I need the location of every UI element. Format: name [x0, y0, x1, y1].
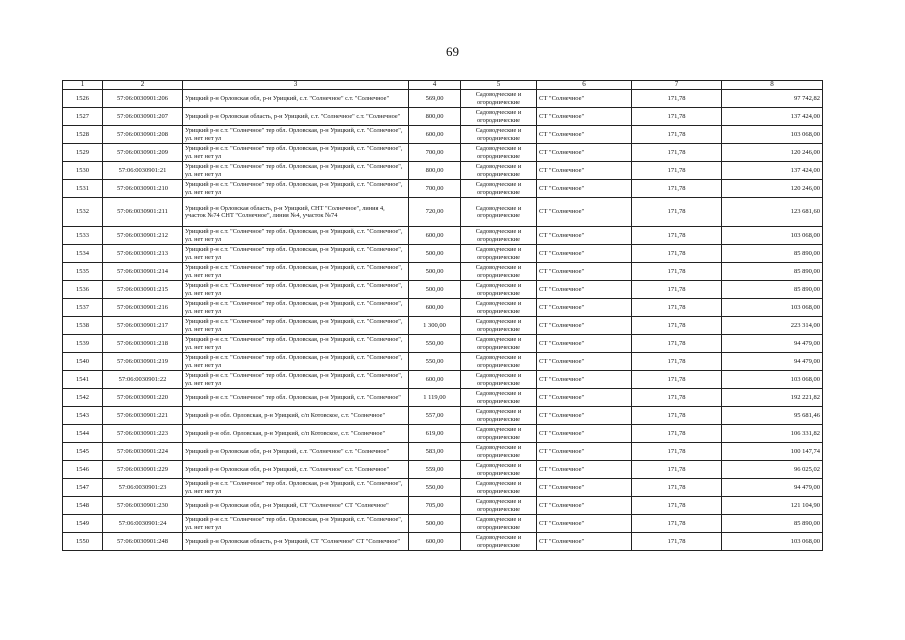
cadastral-value-cell: 85 890,00	[722, 515, 823, 533]
table-row	[63, 162, 823, 180]
row-number-cell: 1538	[63, 317, 103, 335]
page-number: 69	[446, 44, 459, 59]
address-cell: Урицкий р-н с.т. "Солнечное" тер обл. Орловская, р-н Урицкий, с.т. "Солнечное", ул. нет нет ул	[183, 353, 409, 371]
address-cell: Урицкий р-н Орловская область, р-н Урицкий, СНТ "Солнечное", линия 4, участок №74 СНТ "Солнечное", линия №4, участок №74	[183, 198, 409, 227]
unit-price-cell: 171,78	[632, 335, 722, 353]
area-cell: 550,00	[409, 335, 461, 353]
cadastral-value-cell: 85 890,00	[722, 281, 823, 299]
cadastral-number-cell: 57:06:0030901:216	[103, 299, 183, 317]
area-cell: 720,00	[409, 198, 461, 227]
table-row	[63, 263, 823, 281]
area-cell: 557,00	[409, 407, 461, 425]
unit-price-cell: 171,78	[632, 263, 722, 281]
area-cell: 619,00	[409, 425, 461, 443]
area-cell: 600,00	[409, 533, 461, 551]
row-number-cell: 1543	[63, 407, 103, 425]
address-cell: Урицкий р-н Орловская обл, р-н Урицкий, с.т. "Солнечное" с.т. "Солнечное"	[183, 461, 409, 479]
land-use-cell: Садоводческие и огороднические	[461, 407, 537, 425]
unit-price-cell: 171,78	[632, 162, 722, 180]
area-cell: 559,00	[409, 461, 461, 479]
cadastral-value-cell: 85 890,00	[722, 245, 823, 263]
unit-price-cell: 171,78	[632, 425, 722, 443]
address-cell: Урицкий р-н Орловская обл, р-н Урицкий, с.т. "Солнечное" с.т. "Солнечное"	[183, 443, 409, 461]
address-cell: Урицкий р-н с.т. "Солнечное" тер обл. Орловская, р-н Урицкий, с.т. "Солнечное", ул. нет нет ул	[183, 227, 409, 245]
table-row	[63, 281, 823, 299]
organization-cell: СТ "Солнечное"	[537, 407, 632, 425]
land-use-cell: Садоводческие и огороднические	[461, 263, 537, 281]
table-row	[63, 108, 823, 126]
unit-price-cell: 171,78	[632, 353, 722, 371]
row-number-cell: 1533	[63, 227, 103, 245]
row-number-cell: 1550	[63, 533, 103, 551]
cadastral-value-cell: 94 479,00	[722, 479, 823, 497]
table-row	[63, 461, 823, 479]
column-header: 3	[183, 81, 409, 90]
cadastral-value-cell: 223 314,00	[722, 317, 823, 335]
area-cell: 705,00	[409, 497, 461, 515]
unit-price-cell: 171,78	[632, 144, 722, 162]
unit-price-cell: 171,78	[632, 180, 722, 198]
cadastral-value-cell: 192 221,82	[722, 389, 823, 407]
land-use-cell: Садоводческие и огороднические	[461, 299, 537, 317]
unit-price-cell: 171,78	[632, 198, 722, 227]
organization-cell: СТ "Солнечное"	[537, 263, 632, 281]
cadastral-number-cell: 57:06:0030901:24	[103, 515, 183, 533]
organization-cell: СТ "Солнечное"	[537, 533, 632, 551]
unit-price-cell: 171,78	[632, 108, 722, 126]
cadastral-value-cell: 94 479,00	[722, 353, 823, 371]
row-number-cell: 1542	[63, 389, 103, 407]
table-body	[63, 90, 823, 551]
organization-cell: СТ "Солнечное"	[537, 353, 632, 371]
organization-cell: СТ "Солнечное"	[537, 443, 632, 461]
table-row	[63, 389, 823, 407]
land-use-cell: Садоводческие и огороднические	[461, 108, 537, 126]
column-header: 6	[537, 81, 632, 90]
cadastral-value-cell: 120 246,00	[722, 180, 823, 198]
organization-cell: СТ "Солнечное"	[537, 227, 632, 245]
area-cell: 600,00	[409, 126, 461, 144]
table-row	[63, 407, 823, 425]
unit-price-cell: 171,78	[632, 317, 722, 335]
land-use-cell: Садоводческие и огороднические	[461, 90, 537, 108]
land-use-cell: Садоводческие и огороднические	[461, 515, 537, 533]
address-cell: Урицкий р-н с.т. "Солнечное" тер обл. Орловская, р-н Урицкий, с.т. "Солнечное", ул. нет нет ул	[183, 479, 409, 497]
unit-price-cell: 171,78	[632, 479, 722, 497]
table-row	[63, 90, 823, 108]
cadastral-number-cell: 57:06:0030901:215	[103, 281, 183, 299]
area-cell: 500,00	[409, 245, 461, 263]
land-use-cell: Садоводческие и огороднические	[461, 425, 537, 443]
cadastral-number-cell: 57:06:0030901:208	[103, 126, 183, 144]
address-cell: Урицкий р-н с.т. "Солнечное" тер обл. Орловская, р-н Урицкий, с.т. "Солнечное"	[183, 389, 409, 407]
cadastral-number-cell: 57:06:0030901:209	[103, 144, 183, 162]
organization-cell: СТ "Солнечное"	[537, 162, 632, 180]
unit-price-cell: 171,78	[632, 461, 722, 479]
cadastral-value-cell: 94 479,00	[722, 335, 823, 353]
table-row	[63, 198, 823, 227]
cadastral-number-cell: 57:06:0030901:211	[103, 198, 183, 227]
organization-cell: СТ "Солнечное"	[537, 425, 632, 443]
cadastral-value-cell: 95 681,46	[722, 407, 823, 425]
table-row	[63, 497, 823, 515]
cadastral-number-cell: 57:06:0030901:248	[103, 533, 183, 551]
cadastral-value-cell: 121 104,90	[722, 497, 823, 515]
address-cell: Урицкий р-н Орловская область, р-н Урицкий, с.т. "Солнечное" с.т. "Солнечное"	[183, 108, 409, 126]
row-number-cell: 1531	[63, 180, 103, 198]
table-row	[63, 144, 823, 162]
land-use-cell: Садоводческие и огороднические	[461, 461, 537, 479]
address-cell: Урицкий р-н с.т. "Солнечное" тер обл. Орловская, р-н Урицкий, с.т. "Солнечное", ул. нет нет ул	[183, 162, 409, 180]
row-number-cell: 1537	[63, 299, 103, 317]
address-cell: Урицкий р-н с.т. "Солнечное" тер обл. Орловская, р-н Урицкий, с.т. "Солнечное", ул. нет нет ул	[183, 371, 409, 389]
area-cell: 550,00	[409, 353, 461, 371]
land-use-cell: Садоводческие и огороднические	[461, 180, 537, 198]
land-use-cell: Садоводческие и огороднические	[461, 389, 537, 407]
cadastral-number-cell: 57:06:0030901:206	[103, 90, 183, 108]
unit-price-cell: 171,78	[632, 299, 722, 317]
row-number-cell: 1540	[63, 353, 103, 371]
cadastral-number-cell: 57:06:0030901:223	[103, 425, 183, 443]
table-row	[63, 479, 823, 497]
cadastral-value-cell: 103 068,00	[722, 371, 823, 389]
table-row	[63, 533, 823, 551]
column-header: 1	[63, 81, 103, 90]
column-header: 7	[632, 81, 722, 90]
column-header: 5	[461, 81, 537, 90]
unit-price-cell: 171,78	[632, 407, 722, 425]
cadastral-number-cell: 57:06:0030901:224	[103, 443, 183, 461]
organization-cell: СТ "Солнечное"	[537, 371, 632, 389]
organization-cell: СТ "Солнечное"	[537, 126, 632, 144]
column-number-row	[63, 81, 823, 90]
table-row	[63, 371, 823, 389]
unit-price-cell: 171,78	[632, 533, 722, 551]
column-header: 8	[722, 81, 823, 90]
cadastral-number-cell: 57:06:0030901:207	[103, 108, 183, 126]
organization-cell: СТ "Солнечное"	[537, 515, 632, 533]
land-use-cell: Садоводческие и огороднические	[461, 443, 537, 461]
area-cell: 500,00	[409, 281, 461, 299]
row-number-cell: 1527	[63, 108, 103, 126]
area-cell: 700,00	[409, 144, 461, 162]
cadastral-value-cell: 137 424,00	[722, 108, 823, 126]
cadastral-number-cell: 57:06:0030901:230	[103, 497, 183, 515]
organization-cell: СТ "Солнечное"	[537, 281, 632, 299]
area-cell: 600,00	[409, 227, 461, 245]
unit-price-cell: 171,78	[632, 245, 722, 263]
cadastral-number-cell: 57:06:0030901:213	[103, 245, 183, 263]
cadastral-number-cell: 57:06:0030901:221	[103, 407, 183, 425]
row-number-cell: 1548	[63, 497, 103, 515]
row-number-cell: 1530	[63, 162, 103, 180]
unit-price-cell: 171,78	[632, 227, 722, 245]
area-cell: 1 119,00	[409, 389, 461, 407]
cadastral-value-cell: 137 424,00	[722, 162, 823, 180]
land-use-cell: Садоводческие и огороднические	[461, 479, 537, 497]
address-cell: Урицкий р-н с.т. "Солнечное" тер обл. Орловская, р-н Урицкий, с.т. "Солнечное", ул. нет нет ул	[183, 245, 409, 263]
table-row	[63, 443, 823, 461]
organization-cell: СТ "Солнечное"	[537, 180, 632, 198]
organization-cell: СТ "Солнечное"	[537, 389, 632, 407]
organization-cell: СТ "Солнечное"	[537, 144, 632, 162]
organization-cell: СТ "Солнечное"	[537, 335, 632, 353]
row-number-cell: 1528	[63, 126, 103, 144]
land-use-cell: Садоводческие и огороднические	[461, 144, 537, 162]
cadastral-number-cell: 57:06:0030901:210	[103, 180, 183, 198]
land-use-cell: Садоводческие и огороднические	[461, 281, 537, 299]
table-row	[63, 180, 823, 198]
row-number-cell: 1546	[63, 461, 103, 479]
cadastral-value-cell: 100 147,74	[722, 443, 823, 461]
table-row	[63, 126, 823, 144]
area-cell: 500,00	[409, 263, 461, 281]
cadastral-value-cell: 103 068,00	[722, 299, 823, 317]
organization-cell: СТ "Солнечное"	[537, 245, 632, 263]
cadastral-number-cell: 57:06:0030901:23	[103, 479, 183, 497]
unit-price-cell: 171,78	[632, 497, 722, 515]
unit-price-cell: 171,78	[632, 281, 722, 299]
area-cell: 583,00	[409, 443, 461, 461]
unit-price-cell: 171,78	[632, 371, 722, 389]
table-row	[63, 299, 823, 317]
row-number-cell: 1545	[63, 443, 103, 461]
land-use-cell: Садоводческие и огороднические	[461, 335, 537, 353]
cadastral-value-cell: 97 742,82	[722, 90, 823, 108]
organization-cell: СТ "Солнечное"	[537, 90, 632, 108]
land-use-cell: Садоводческие и огороднические	[461, 371, 537, 389]
land-use-cell: Садоводческие и огороднические	[461, 126, 537, 144]
cadastral-value-cell: 120 246,00	[722, 144, 823, 162]
land-use-cell: Садоводческие и огороднические	[461, 497, 537, 515]
unit-price-cell: 171,78	[632, 389, 722, 407]
cadastral-number-cell: 57:06:0030901:218	[103, 335, 183, 353]
address-cell: Урицкий р-н с.т. "Солнечное" тер обл. Орловская, р-н Урицкий, с.т. "Солнечное", ул. нет нет ул	[183, 263, 409, 281]
area-cell: 1 300,00	[409, 317, 461, 335]
address-cell: Урицкий р-н Орловская область, р-н Урицкий, СТ "Солнечное" СТ "Солнечное"	[183, 533, 409, 551]
table-row	[63, 353, 823, 371]
table-row	[63, 335, 823, 353]
row-number-cell: 1532	[63, 198, 103, 227]
cadastral-number-cell: 57:06:0030901:212	[103, 227, 183, 245]
cadastral-number-cell: 57:06:0030901:21	[103, 162, 183, 180]
address-cell: Урицкий р-н с.т. "Солнечное" тер обл. Орловская, р-н Урицкий, с.т. "Солнечное", ул. нет нет ул	[183, 281, 409, 299]
row-number-cell: 1544	[63, 425, 103, 443]
address-cell: Урицкий р-н с.т. "Солнечное" тер обл. Орловская, р-н Урицкий, с.т. "Солнечное", ул. нет нет ул	[183, 515, 409, 533]
land-use-cell: Садоводческие и огороднические	[461, 227, 537, 245]
row-number-cell: 1547	[63, 479, 103, 497]
cadastral-value-cell: 96 025,02	[722, 461, 823, 479]
area-cell: 800,00	[409, 108, 461, 126]
cadastral-value-cell: 103 068,00	[722, 533, 823, 551]
organization-cell: СТ "Солнечное"	[537, 299, 632, 317]
row-number-cell: 1534	[63, 245, 103, 263]
table-row	[63, 317, 823, 335]
land-use-cell: Садоводческие и огороднические	[461, 162, 537, 180]
land-use-cell: Садоводческие и огороднические	[461, 317, 537, 335]
cadastral-number-cell: 57:06:0030901:214	[103, 263, 183, 281]
organization-cell: СТ "Солнечное"	[537, 317, 632, 335]
unit-price-cell: 171,78	[632, 515, 722, 533]
address-cell: Урицкий р-н обл. Орловская, р-н Урицкий, с/п Котовское, с.т. "Солнечное"	[183, 407, 409, 425]
organization-cell: СТ "Солнечное"	[537, 198, 632, 227]
address-cell: Урицкий р-н с.т. "Солнечное" тер обл. Орловская, р-н Урицкий, с.т. "Солнечное", ул. нет нет ул	[183, 144, 409, 162]
table-row	[63, 515, 823, 533]
unit-price-cell: 171,78	[632, 126, 722, 144]
cadastral-number-cell: 57:06:0030901:219	[103, 353, 183, 371]
area-cell: 569,00	[409, 90, 461, 108]
organization-cell: СТ "Солнечное"	[537, 108, 632, 126]
address-cell: Урицкий р-н Орловская обл, р-н Урицкий, с.т. "Солнечное" с.т. "Солнечное"	[183, 90, 409, 108]
cadastral-number-cell: 57:06:0030901:22	[103, 371, 183, 389]
address-cell: Урицкий р-н с.т. "Солнечное" тер обл. Орловская, р-н Урицкий, с.т. "Солнечное", ул. нет нет ул	[183, 180, 409, 198]
row-number-cell: 1539	[63, 335, 103, 353]
land-use-cell: Садоводческие и огороднические	[461, 533, 537, 551]
cadastral-value-cell: 103 068,00	[722, 227, 823, 245]
row-number-cell: 1529	[63, 144, 103, 162]
row-number-cell: 1541	[63, 371, 103, 389]
cadastral-number-cell: 57:06:0030901:220	[103, 389, 183, 407]
unit-price-cell: 171,78	[632, 90, 722, 108]
address-cell: Урицкий р-н с.т. "Солнечное" тер обл. Орловская, р-н Урицкий, с.т. "Солнечное", ул. нет нет ул	[183, 317, 409, 335]
cadastral-number-cell: 57:06:0030901:229	[103, 461, 183, 479]
row-number-cell: 1535	[63, 263, 103, 281]
row-number-cell: 1549	[63, 515, 103, 533]
cadastral-value-cell: 106 331,82	[722, 425, 823, 443]
address-cell: Урицкий р-н Орловская обл, р-н Урицкий, СТ "Солнечное" СТ "Солнечное"	[183, 497, 409, 515]
land-use-cell: Садоводческие и огороднические	[461, 245, 537, 263]
organization-cell: СТ "Солнечное"	[537, 461, 632, 479]
address-cell: Урицкий р-н с.т. "Солнечное" тер обл. Орловская, р-н Урицкий, с.т. "Солнечное", ул. нет нет ул	[183, 299, 409, 317]
area-cell: 500,00	[409, 515, 461, 533]
land-use-cell: Садоводческие и огороднические	[461, 353, 537, 371]
area-cell: 700,00	[409, 180, 461, 198]
area-cell: 800,00	[409, 162, 461, 180]
area-cell: 600,00	[409, 371, 461, 389]
table-row	[63, 245, 823, 263]
area-cell: 600,00	[409, 299, 461, 317]
register-table	[62, 80, 823, 551]
address-cell: Урицкий р-н с.т. "Солнечное" тер обл. Орловская, р-н Урицкий, с.т. "Солнечное", ул. нет нет ул	[183, 335, 409, 353]
column-header: 4	[409, 81, 461, 90]
unit-price-cell: 171,78	[632, 443, 722, 461]
row-number-cell: 1526	[63, 90, 103, 108]
cadastral-value-cell: 103 068,00	[722, 126, 823, 144]
land-use-cell: Садоводческие и огороднические	[461, 198, 537, 227]
table-row	[63, 227, 823, 245]
address-cell: Урицкий р-н обл. Орловская, р-н Урицкий, с/п Котовское, с.т. "Солнечное"	[183, 425, 409, 443]
organization-cell: СТ "Солнечное"	[537, 479, 632, 497]
column-header: 2	[103, 81, 183, 90]
row-number-cell: 1536	[63, 281, 103, 299]
organization-cell: СТ "Солнечное"	[537, 497, 632, 515]
table-row	[63, 425, 823, 443]
cadastral-value-cell: 85 890,00	[722, 263, 823, 281]
address-cell: Урицкий р-н с.т. "Солнечное" тер обл. Орловская, р-н Урицкий, с.т. "Солнечное", ул. нет нет ул	[183, 126, 409, 144]
area-cell: 550,00	[409, 479, 461, 497]
cadastral-value-cell: 123 681,60	[722, 198, 823, 227]
cadastral-number-cell: 57:06:0030901:217	[103, 317, 183, 335]
